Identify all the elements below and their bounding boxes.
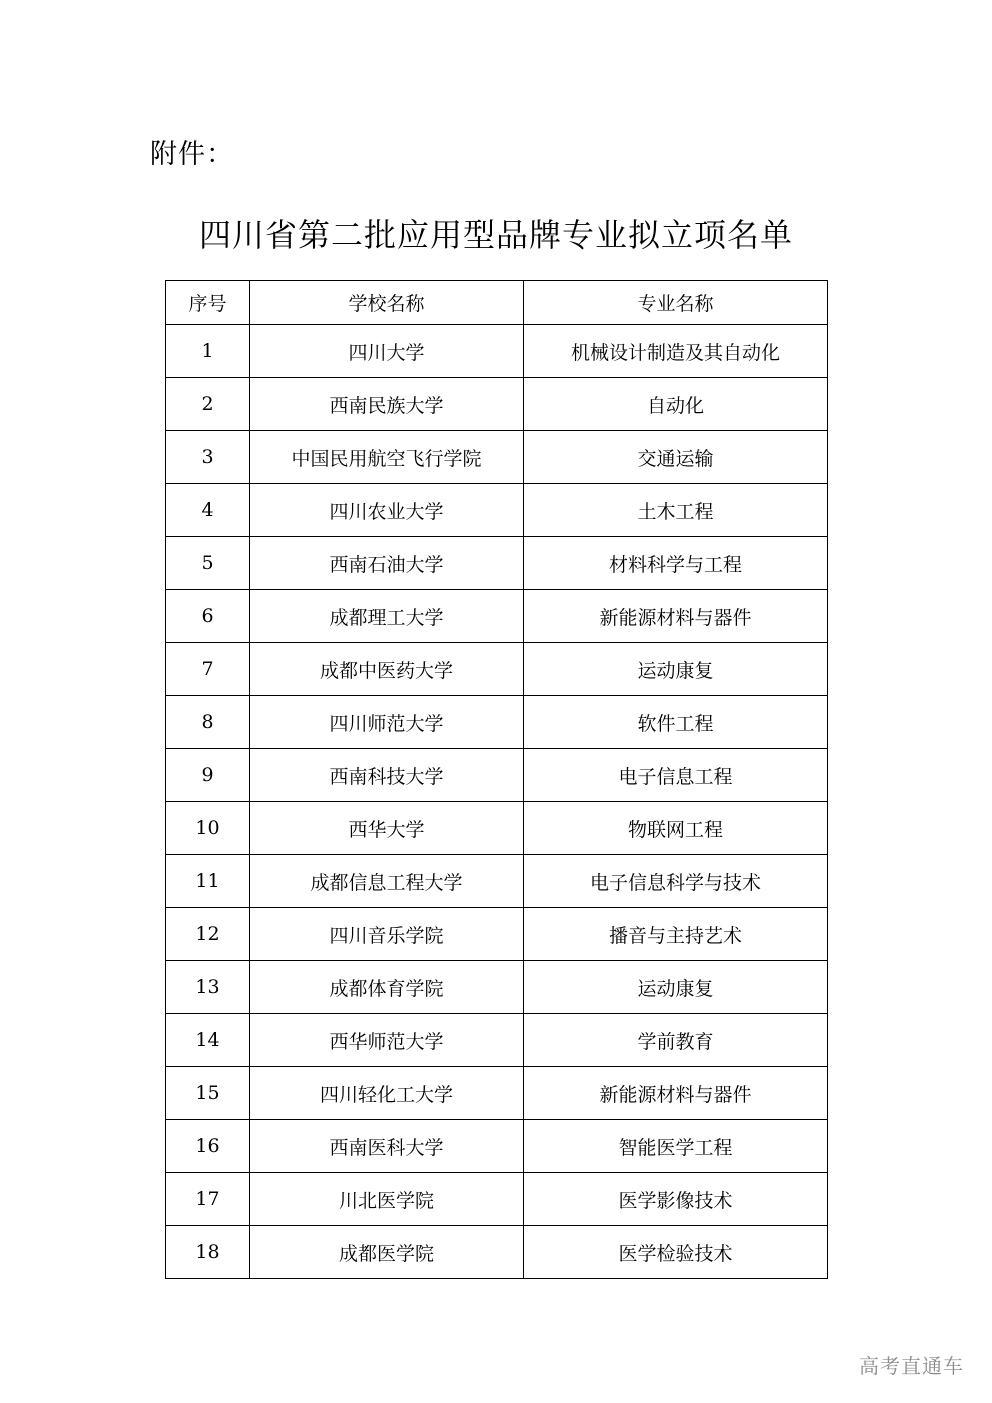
cell-school: 四川大学	[250, 325, 524, 378]
table-row	[166, 908, 828, 961]
header-index: 序号	[166, 281, 250, 325]
table-row	[166, 1226, 828, 1279]
cell-index: 11	[166, 855, 250, 908]
table-row	[166, 325, 828, 378]
cell-school: 西华大学	[250, 802, 524, 855]
cell-index: 8	[166, 696, 250, 749]
table-row	[166, 484, 828, 537]
cell-school: 成都理工大学	[250, 590, 524, 643]
cell-index: 12	[166, 908, 250, 961]
table-row	[166, 1173, 828, 1226]
cell-school: 成都医学院	[250, 1226, 524, 1279]
table-row	[166, 1014, 828, 1067]
cell-major: 软件工程	[524, 696, 828, 749]
cell-major: 电子信息科学与技术	[524, 855, 828, 908]
cell-major: 播音与主持艺术	[524, 908, 828, 961]
cell-school: 西南医科大学	[250, 1120, 524, 1173]
cell-major: 运动康复	[524, 643, 828, 696]
table-row	[166, 1067, 828, 1120]
table-row	[166, 1120, 828, 1173]
table-row	[166, 855, 828, 908]
document-title: 四川省第二批应用型品牌专业拟立项名单	[198, 216, 793, 254]
cell-school: 中国民用航空飞行学院	[250, 431, 524, 484]
cell-school: 成都信息工程大学	[250, 855, 524, 908]
table-body	[166, 325, 828, 1279]
cell-school: 四川轻化工大学	[250, 1067, 524, 1120]
cell-major: 医学影像技术	[524, 1173, 828, 1226]
cell-index: 9	[166, 749, 250, 802]
table-row	[166, 537, 828, 590]
cell-school: 成都中医药大学	[250, 643, 524, 696]
cell-index: 5	[166, 537, 250, 590]
cell-major: 材料科学与工程	[524, 537, 828, 590]
cell-school: 西华师范大学	[250, 1014, 524, 1067]
header-row	[166, 281, 828, 325]
table-row	[166, 749, 828, 802]
cell-major: 自动化	[524, 378, 828, 431]
cell-index: 2	[166, 378, 250, 431]
cell-school: 四川农业大学	[250, 484, 524, 537]
cell-major: 智能医学工程	[524, 1120, 828, 1173]
cell-school: 西南石油大学	[250, 537, 524, 590]
cell-school: 成都体育学院	[250, 961, 524, 1014]
cell-index: 15	[166, 1067, 250, 1120]
cell-major: 机械设计制造及其自动化	[524, 325, 828, 378]
cell-index: 6	[166, 590, 250, 643]
cell-school: 西南科技大学	[250, 749, 524, 802]
cell-major: 医学检验技术	[524, 1226, 828, 1279]
cell-major: 土木工程	[524, 484, 828, 537]
cell-major: 物联网工程	[524, 802, 828, 855]
attachment-label: 附件：	[150, 139, 234, 170]
table-row	[166, 590, 828, 643]
cell-index: 16	[166, 1120, 250, 1173]
cell-index: 17	[166, 1173, 250, 1226]
header-school: 学校名称	[250, 281, 524, 325]
cell-school: 四川师范大学	[250, 696, 524, 749]
cell-major: 新能源材料与器件	[524, 1067, 828, 1120]
watermark: 高考直通车	[859, 1354, 964, 1378]
table-row	[166, 961, 828, 1014]
cell-index: 14	[166, 1014, 250, 1067]
table-row	[166, 378, 828, 431]
cell-school: 川北医学院	[250, 1173, 524, 1226]
table-row	[166, 802, 828, 855]
cell-index: 10	[166, 802, 250, 855]
table-header	[166, 281, 828, 325]
cell-major: 学前教育	[524, 1014, 828, 1067]
cell-major: 电子信息工程	[524, 749, 828, 802]
cell-index: 1	[166, 325, 250, 378]
cell-index: 4	[166, 484, 250, 537]
project-list-table	[165, 280, 828, 1279]
cell-school: 四川音乐学院	[250, 908, 524, 961]
table-row	[166, 696, 828, 749]
cell-index: 3	[166, 431, 250, 484]
cell-school: 西南民族大学	[250, 378, 524, 431]
header-major: 专业名称	[524, 281, 828, 325]
cell-major: 新能源材料与器件	[524, 590, 828, 643]
cell-index: 7	[166, 643, 250, 696]
cell-index: 18	[166, 1226, 250, 1279]
table-row	[166, 643, 828, 696]
cell-major: 交通运输	[524, 431, 828, 484]
cell-major: 运动康复	[524, 961, 828, 1014]
cell-index: 13	[166, 961, 250, 1014]
table-row	[166, 431, 828, 484]
